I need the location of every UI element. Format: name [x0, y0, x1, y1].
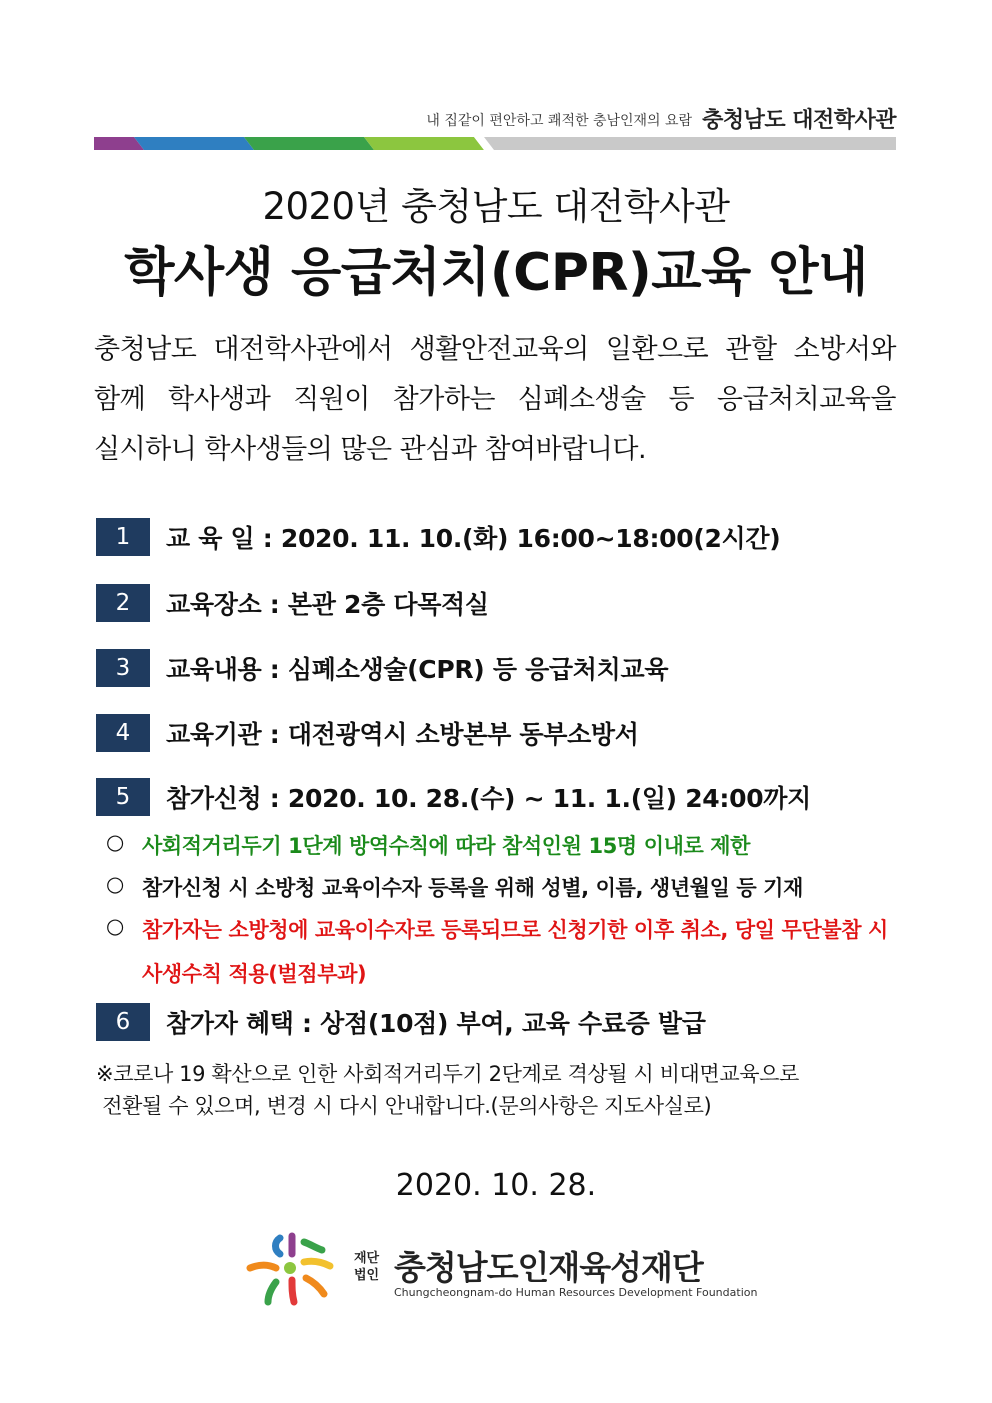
foundation-logo: [246, 1232, 766, 1312]
bullet-distancing: [106, 830, 896, 860]
item-text: 교육내용 : 심폐소생술(CPR) 등 응급처치교육: [166, 655, 669, 684]
item-number: 4: [96, 714, 150, 752]
item-text: 교 육 일 : 2020. 11. 10.(화) 16:00~18:00(2시간): [166, 524, 781, 553]
item-number: 5: [96, 778, 150, 816]
juridical-line: 재단: [354, 1251, 380, 1266]
item-number: 6: [96, 1003, 150, 1041]
bullet-cancellation: [106, 914, 896, 988]
note-line: 전환될 수 있으며, 변경 시 다시 안내합니다.(문의사항은 지도사실로): [96, 1094, 712, 1118]
circle-bullet-icon: ○: [106, 830, 125, 854]
title-line-2: 학사생 응급처치(CPR)교육 안내: [124, 243, 868, 303]
intro-line: 충청남도 대전학사관에서 생활안전교육의 일환으로 관할 소방서와: [94, 334, 896, 365]
header-slogan: 내 집같이 편안하고 쾌적한 충남인재의 요람: [426, 113, 693, 129]
bullet-text: 사회적거리두기 1단계 방역수칙에 따라 참석인원 15명 이내로 제한: [142, 834, 751, 858]
item-education-place: [96, 584, 489, 622]
header-org-name: 충청남도 대전학사관: [702, 108, 896, 133]
bullet-text-continued: 사생수칙 적용(벌점부과): [142, 962, 367, 986]
item-text: 참가자 혜택 : 상점(10점) 부여, 교육 수료증 발급: [166, 1009, 706, 1038]
item-number: 2: [96, 584, 150, 622]
foundation-english-name: Chungcheongnam-do Human Resources Development Foundation: [394, 1286, 758, 1299]
juridical-line: 법인: [354, 1268, 380, 1283]
bullet-text: 참가신청 시 소방청 교육이수자 등록을 위해 성별, 이름, 생년월일 등 기재: [142, 876, 803, 900]
item-text: 참가신청 : 2020. 10. 28.(수) ~ 11. 1.(일) 24:00까지: [166, 784, 811, 813]
document-date: 2020. 10. 28.: [395, 1168, 597, 1203]
intro-paragraph: [94, 330, 896, 480]
item-benefits: [96, 1003, 706, 1041]
foundation-name: 충청남도인재육성재단: [394, 1248, 703, 1287]
item-number: 3: [96, 649, 150, 687]
item-application-period: [96, 778, 811, 816]
foundation-logo-icon: [246, 1232, 346, 1308]
note-line: ※코로나 19 확산으로 인한 사회적거리두기 2단계로 격상될 시 비대면교육으로: [96, 1062, 799, 1086]
bullet-text: 참가자는 소방청에 교육이수자로 등록되므로 신청기한 이후 취소, 당일 무단불참 시: [142, 918, 888, 942]
color-band: [94, 137, 896, 150]
intro-line: 함께 학사생과 직원이 참가하는 심폐소생술 등 응급처치교육을: [94, 384, 896, 415]
notice-note: [96, 1058, 896, 1122]
item-number: 1: [96, 518, 150, 556]
intro-line: 실시하니 학사생들의 많은 관심과 참여바랍니다.: [94, 434, 647, 465]
item-text: 교육장소 : 본관 2층 다목적실: [166, 590, 489, 619]
item-education-date: [96, 518, 780, 556]
circle-bullet-icon: ○: [106, 872, 125, 896]
bullet-registration: [106, 872, 896, 902]
item-education-agency: [96, 714, 639, 752]
item-education-content: [96, 649, 668, 687]
circle-bullet-icon: ○: [106, 914, 125, 938]
title-line-1: 2020년 충청남도 대전학사관: [262, 185, 730, 228]
juridical-label: [354, 1250, 379, 1284]
header: [94, 102, 896, 136]
item-text: 교육기관 : 대전광역시 소방본부 동부소방서: [166, 720, 639, 749]
